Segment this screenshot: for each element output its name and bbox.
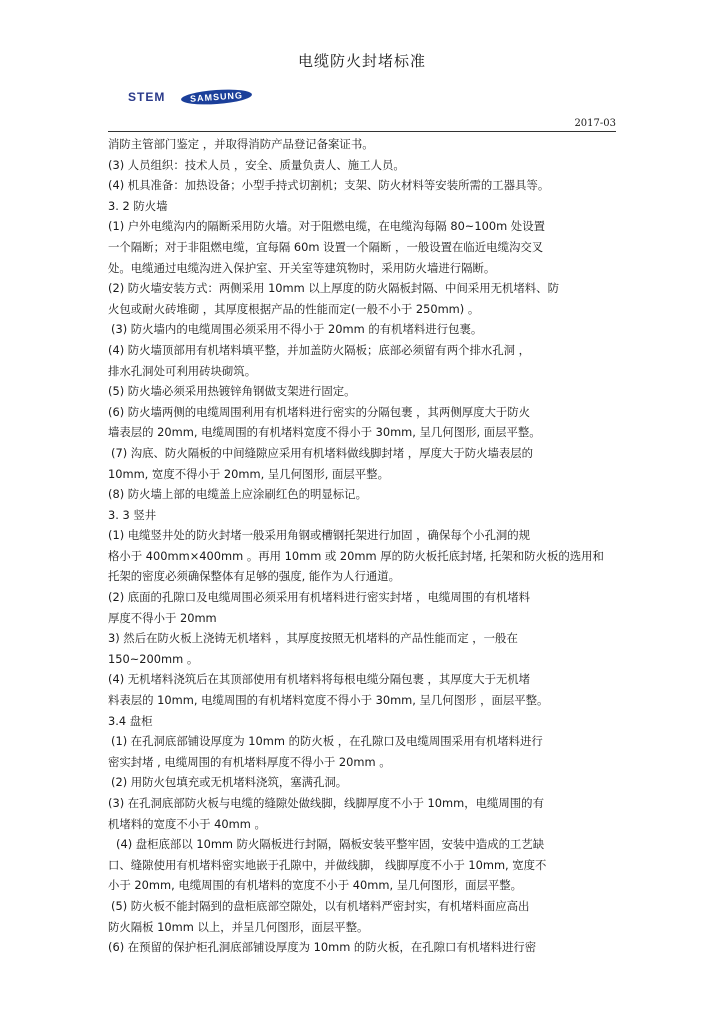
document-date: 2017-03 xyxy=(574,118,616,129)
section-heading: 3. 2 防火墙 xyxy=(108,198,168,213)
text-line: (6) 防火墙两侧的电缆周围利用有机堵料进行密实的分隔包裹 ，其两侧厚度大于防火 xyxy=(108,404,531,419)
text-line: (6) 在预留的保护柜孔洞底部铺设厚度为 10mm 的防火板，在孔隙口有机堵料进行密 xyxy=(108,940,537,955)
section-heading: 3.4 盘柜 xyxy=(108,713,153,728)
text-line: 排水孔洞处可利用砖块砌筑。 xyxy=(108,363,257,378)
text-line: (5) 防火墙必须采用热镀锌角钢做支架进行固定。 xyxy=(108,384,356,399)
header-divider xyxy=(108,131,616,132)
text-line: 10mm, 宽度不得小于 20mm, 呈几何图形, 面层平整。 xyxy=(108,466,389,481)
section-heading: 3. 3 竖井 xyxy=(108,507,157,522)
text-line: (4) 无机堵料浇筑后在其顶部使用有机堵料将每根电缆分隔包裹 ，其厚度大于无机堵 xyxy=(108,672,531,687)
text-line: 厚度不得小于 20mm xyxy=(108,610,217,625)
text-line: (2) 用防火包填充或无机堵料浇筑，塞满孔洞。 xyxy=(111,775,348,790)
text-line: (1) 电缆竖井处的防火封堵一般采用角钢或槽钢托架进行加固 ，确保每个小孔洞的规 xyxy=(108,528,531,543)
document-body xyxy=(108,134,628,958)
text-line: (1) 在孔洞底部铺设厚度为 10mm 的防火板 ，在孔隙口及电缆周围采用有机堵料进行 xyxy=(111,734,543,749)
text-line: (3) 防火墙内的电缆周围必须采用不得小于 20mm 的有机堵料进行包裹。 xyxy=(111,322,483,337)
text-line: (1) 户外电缆沟内的隔断采用防火墙。对于阻燃电缆，在电缆沟每隔 80~100m 处设置 xyxy=(108,219,545,234)
text-line: 处。电缆通过电缆沟进入保护室、开关室等建筑物时，采用防火墙进行隔断。 xyxy=(108,260,496,275)
text-line: 小于 20mm, 电缆周围的有机堵料的宽度不小于 40mm, 呈几何图形，面层平整。 xyxy=(108,878,523,893)
text-line: 料表层的 10mm, 电缆周围的有机堵料宽度不得小于 30mm, 呈几何图形 ，面层平整。 xyxy=(108,693,549,708)
text-line: (2) 底面的孔隙口及电缆周围必须采用有机堵料进行密实封堵 ，电缆周围的有机堵料 xyxy=(108,590,531,605)
text-line: 3) 然后在防火板上浇铸无机堵料 ，其厚度按照无机堵料的产品性能而定 ，一般在 xyxy=(108,631,518,646)
text-line: (3) 人员组织：技术人员 ，安全、质量负责人、施工人员。 xyxy=(108,157,405,172)
text-line: (4) 机具准备：加热设备；小型手持式切割机；支架、防火材料等安装所需的工器具等。 xyxy=(108,178,550,193)
text-line: 密实封堵 , 电缆周围的有机堵料厚度不得小于 20mm 。 xyxy=(108,754,391,769)
text-line: 150~200mm 。 xyxy=(108,651,199,666)
text-line: (7) 沟底、防火隔板的中间缝隙应采用有机堵料做线脚封堵 ，厚度大于防火墙表层的 xyxy=(111,445,534,460)
header-logos xyxy=(128,87,252,107)
text-line: 格小于 400mm×400mm 。再用 10mm 或 20mm 厚的防火板托底封堵, 托架和防火板的选用和 xyxy=(108,548,604,563)
text-line: (5) 防火板不能封隔到的盘柜底部空隙处，以有机堵料严密封实，有机堵料面应高出 xyxy=(111,898,530,913)
text-line: 一个隔断；对于非阻燃电缆，宜每隔 60m 设置一个隔断 ，一般设置在临近电缆沟交叉 xyxy=(108,239,544,254)
text-line: 口、缝隙使用有机堵料密实地嵌于孔隙中，并做线脚， 线脚厚度不小于 10mm, 宽度不 xyxy=(108,857,547,872)
text-line: 消防主管部门鉴定 ，并取得消防产品登记备案证书。 xyxy=(108,137,374,151)
text-line: (8) 防火墙上部的电缆盖上应涂刷红色的明显标记。 xyxy=(108,487,367,502)
text-line: 火包或耐火砖堆砌 ，其厚度根据产品的性能而定(一般不小于 250mm) 。 xyxy=(108,301,480,316)
text-line: (4) 盘柜底部以 10mm 防火隔板进行封隔，隔板安装平整牢固，安装中造成的工艺缺 xyxy=(116,837,545,852)
text-line: (3) 在孔洞底部防火板与电缆的缝隙处做线脚，线脚厚度不小于 10mm，电缆周围的有 xyxy=(108,796,544,810)
text-line: 墙表层的 20mm, 电缆周围的有机堵料宽度不得小于 30mm, 呈几何图形, 面层平整。 xyxy=(108,425,541,440)
stem-logo: STEM xyxy=(128,90,166,104)
document-title: 电缆防火封堵标准 xyxy=(297,52,426,70)
text-line: (2) 防火墙安装方式：两侧采用 10mm 以上厚度的防火隔板封隔、中间采用无机堵料、防 xyxy=(108,281,559,296)
text-line: (4) 防火墙顶部用有机堵料填平整，并加盖防火隔板；底部必须留有两个排水孔洞 ， xyxy=(108,342,531,357)
text-line: 托架的密度必须确保整体有足够的强度, 能作为人行通道。 xyxy=(108,569,401,584)
samsung-logo: SAMSUNG xyxy=(181,88,253,107)
text-line: 防火隔板 10mm 以上，并呈几何图形，面层平整。 xyxy=(108,919,369,934)
text-line: 机堵料的宽度不小于 40mm 。 xyxy=(108,816,266,831)
